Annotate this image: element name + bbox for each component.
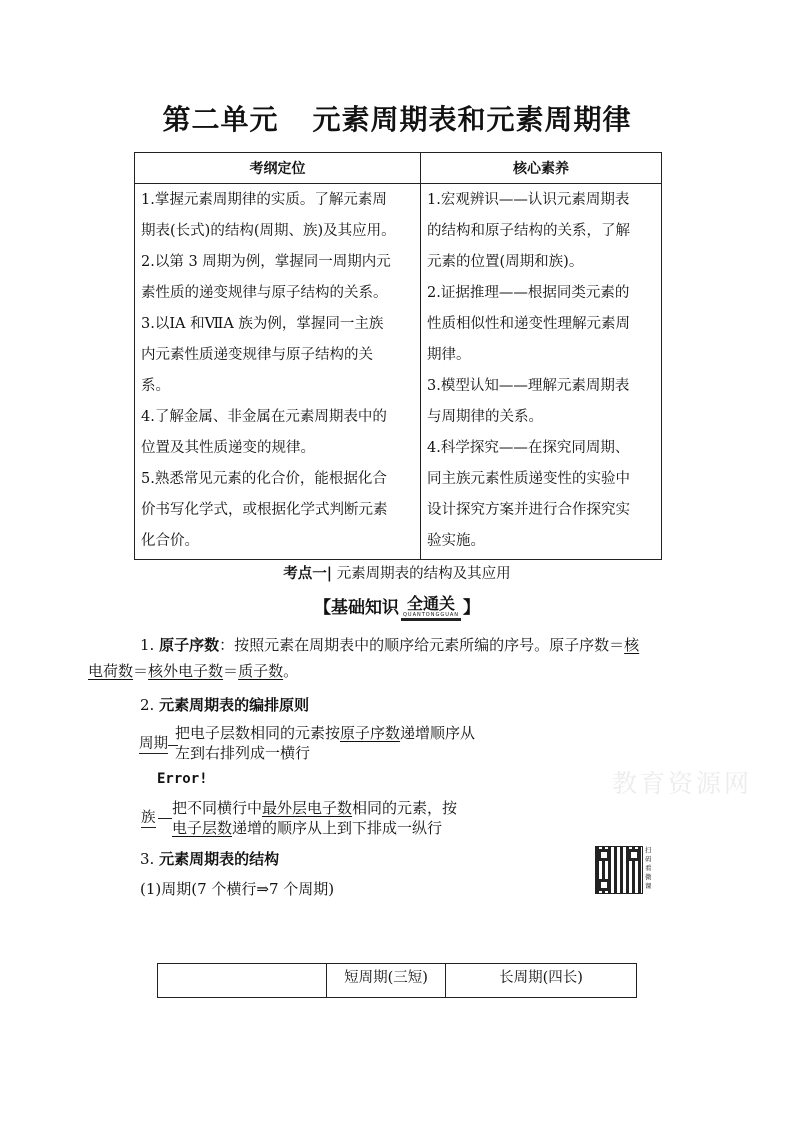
p1-colon: ： [219, 636, 235, 654]
outline-line: 化合价。 [141, 533, 199, 549]
outline-line: 性质相似性和递变性理解元素周 [427, 316, 630, 332]
badge-text: 全通关 [406, 594, 455, 613]
group-rule-underline-outer: 最外层 [262, 799, 308, 817]
outline-line: 的结构和原子结构的关系，了解 [427, 223, 630, 239]
qr-char: 扫 [645, 846, 652, 854]
p1-underline-electrons: 核外电子数 [148, 662, 224, 680]
outline-line: 1.宏观辨识——认识元素周期表 [427, 192, 630, 208]
group-rule-rest: 递增的顺序从上到下排成一纵行 [232, 819, 443, 837]
period-rule-pre: 把电子层数相同的元素按 [175, 724, 341, 742]
banner-badge [401, 595, 461, 621]
group-rule-pre: 把不同横行中 [172, 799, 263, 817]
qr-corner-bl [598, 879, 610, 891]
p1-text: 按照元素在周期表中的顺序给元素所编的序号。原子序数＝ [234, 636, 625, 654]
badge-subtext: QUANTONGGUAN [402, 612, 460, 618]
atomic-number-paragraph [88, 632, 684, 684]
period-rule-post: 递增顺序从 [400, 724, 476, 742]
group-rule-underline-shells: 电子层数 [172, 819, 233, 837]
period-label: 周期 [139, 736, 168, 752]
outline-line: 2.证据推理——根据同类元素的 [427, 285, 630, 301]
group-label: 族 [141, 810, 156, 826]
title-unit: 第二单元 [162, 103, 279, 136]
section-bar: | [326, 565, 333, 582]
qr-corner-tl [598, 849, 610, 861]
outline-line: 系。 [141, 378, 170, 394]
outline-line: 与周期律的关系。 [427, 409, 543, 425]
qr-code[interactable] [595, 846, 643, 894]
section-caption [0, 562, 794, 583]
group-connector [158, 818, 172, 819]
qr-char: 看 [645, 864, 652, 872]
outline-line: 内元素性质递变规律与原子结构的关 [141, 347, 373, 363]
outline-line: 位置及其性质递变的规律。 [141, 440, 315, 456]
section-title: 元素周期表的结构及其应用 [336, 566, 511, 582]
p3-number: 3. [140, 850, 155, 868]
outline-line: 5.熟悉常见元素的化合价，能根据化合 [141, 471, 387, 487]
period-table-blank [158, 964, 327, 998]
outline-line: 期律。 [427, 347, 471, 363]
section-label: 考点一 [283, 565, 327, 582]
outline-line: 3.模型认知——理解元素周期表 [427, 378, 630, 394]
qr-char: 课 [645, 882, 652, 890]
p1-eq1: ＝ [133, 662, 149, 680]
outline-line: 期表(长式)的结构(周期、族)及其应用。 [141, 223, 396, 239]
group-rule-line1 [172, 798, 457, 818]
outline-line: 素性质的递变规律与原子结构的关系。 [141, 285, 388, 301]
outline-line: 4.了解金属、非金属在元素周期表中的 [141, 409, 387, 425]
period-rule-underline: 原子序数 [340, 724, 401, 742]
p2-text: 元素周期表的编排原则 [159, 696, 310, 714]
p2-number: 2. [140, 696, 155, 714]
p1-underline-nuclear: 核 [624, 636, 640, 654]
outline-line: 元素的位置(周期和族)。 [427, 254, 584, 270]
period-rule-line2: 左到右排列成一横行 [175, 744, 311, 762]
period-table-long: 长周期(四长) [446, 964, 637, 998]
outline-line: 验实施。 [427, 533, 485, 549]
core-literacy-cell [421, 184, 662, 560]
p3-text: 元素周期表的结构 [159, 850, 280, 868]
watermark: 教育资源网 [612, 769, 753, 798]
qr-char: 码 [645, 855, 652, 863]
outline-line: 3.以ⅠA 和ⅦA 族为例，掌握同一主族 [141, 316, 384, 332]
outline-line: 同主族元素性质递变性的实验中 [427, 471, 630, 487]
structure-heading [140, 846, 279, 872]
outline-line: 价书写化学式，或根据化学式判断元素 [141, 502, 388, 518]
banner-right: 】 [463, 598, 481, 618]
outline-line: 2.以第 3 周期为例，掌握同一周期内元 [141, 254, 391, 270]
outline-table [134, 152, 662, 560]
basic-knowledge-banner [0, 593, 794, 621]
outline-line: 设计探究方案并进行合作探究实 [427, 502, 630, 518]
period-table [157, 963, 637, 998]
qr-corner-tr [628, 849, 640, 861]
title-text: 元素周期表和元素周期律 [312, 103, 632, 136]
header-exam-outline: 考纲定位 [135, 153, 421, 184]
p1-eq2: ＝ [223, 662, 239, 680]
group-rule-line2 [172, 818, 442, 838]
p1-underline-charge: 电荷数 [88, 662, 134, 680]
qr-char: 微 [645, 873, 652, 881]
page-title [0, 98, 794, 138]
period-table-short: 短周期(三短) [327, 964, 446, 998]
period-subheading: (1)周期(7 个横行⇒7 个周期) [140, 880, 335, 898]
outline-line: 1.掌握元素周期律的实质。了解元素周 [141, 192, 387, 208]
qr-caption [645, 846, 657, 891]
group-rule-post: 相同的元素，按 [352, 799, 458, 817]
p1-number: 1. [140, 636, 155, 654]
error-text: Error! [157, 771, 208, 787]
header-core-literacy: 核心素养 [421, 153, 662, 184]
outline-line: 4.科学探究——在探究同周期、 [427, 440, 630, 456]
arrangement-heading [140, 692, 309, 718]
group-rule-underline-electrons: 电子数 [307, 799, 353, 817]
p1-term: 原子序数 [159, 636, 220, 654]
p1-underline-protons: 质子数 [238, 662, 284, 680]
banner-left: 【基础知识 [313, 598, 399, 618]
exam-outline-cell [135, 184, 421, 560]
period-rule-line1 [175, 723, 475, 743]
p1-end: 。 [283, 662, 299, 680]
